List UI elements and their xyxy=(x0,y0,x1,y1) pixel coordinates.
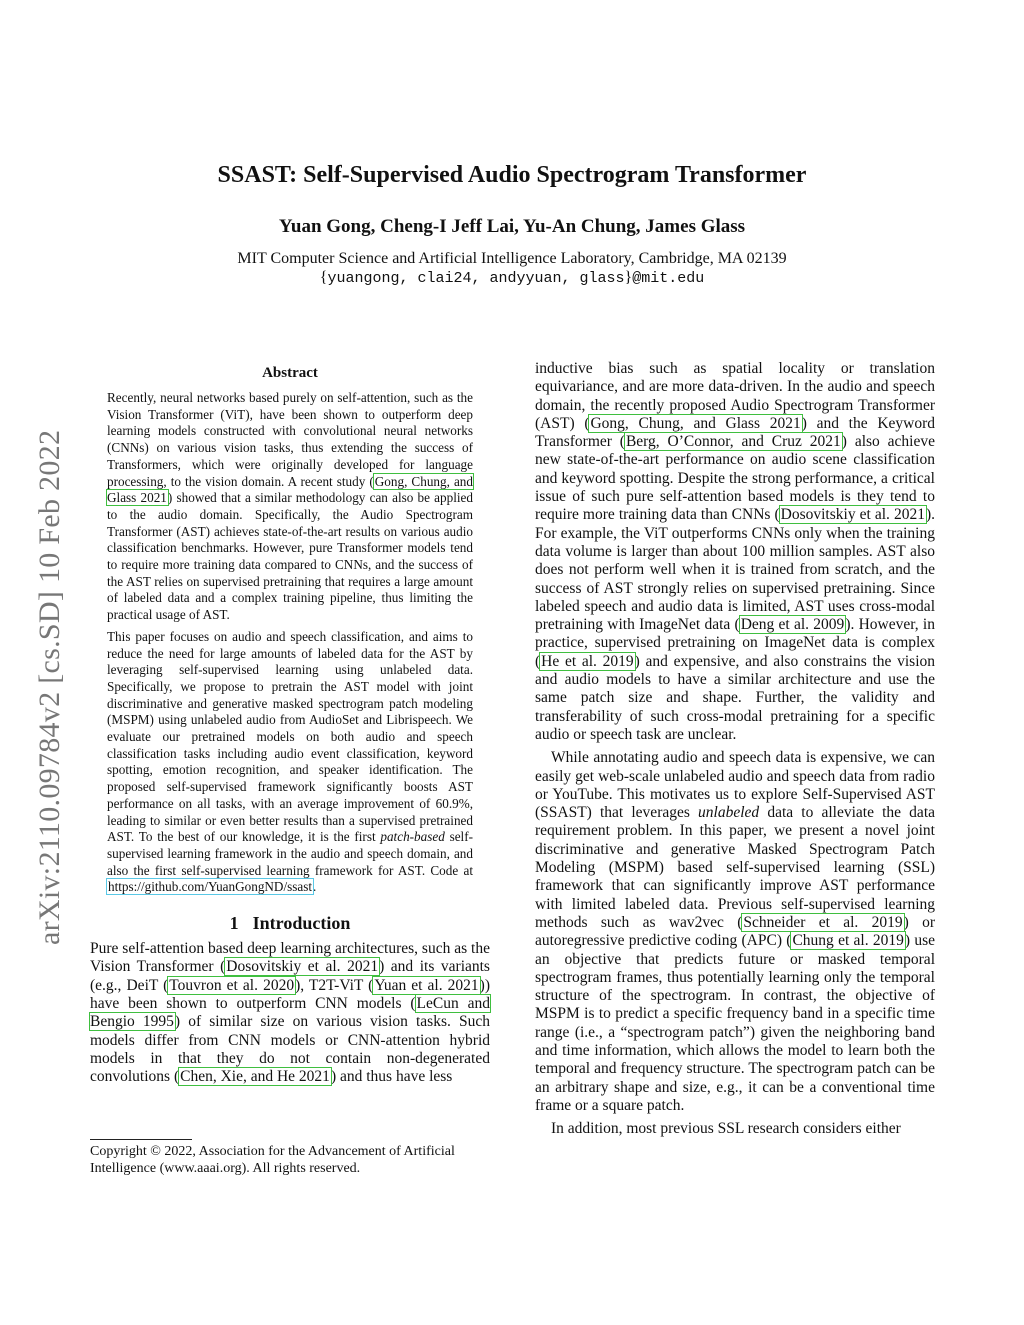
abstract-paragraph-1: Recently, neural networks based purely on self-attention, such as the Vision Transformer (ViT), have been shown to outperform deep learning models constructed with convolutional neural networks (CNNs) on various vision tasks, thus extending the success of Transformers, which were originally developed for language processing, to the vision domain. A recent study (Gong, Chung, and Glass 2021) showed that a similar methodology can also be applied to the audio domain. Specifically, the Audio Spectrogram Transformer (AST) achieves state-of-the-art results on various audio classification benchmarks. However, pure Transformer models tend to require more training data compared to CNNs, and the success of the AST relies on supervised pretraining that requires a large amount of labeled data and a complex training pipeline, thus limiting the practical usage of AST. xyxy=(107,390,473,623)
citation-link[interactable]: Berg, O’Connor, and Cruz 2021 xyxy=(625,433,841,451)
left-column xyxy=(90,360,490,1086)
intro-paragraph-2: While annotating audio and speech data is expensive, we can easily get web-scale unlabeled audio and speech data from radio or YouTube. This motivates us to explore Self-Supervised AST (SSAST) that leverages unlabeled data to alleviate the data requirement problem. In this paper, we present a novel joint discriminative and generative Masked Spectrogram Patch Modeling (MSPM) based self-supervised learning (SSL) framework that can significantly improve AST performance with limited labeled data. Previous self-supervised learning methods such as wav2vec (Schneider et al. 2019) or autoregressive predictive coding (APC) (Chung et al. 2019) use an objective that predicts future or masked temporal spectrogram frames, thus potentially learning only the temporal structure of the spectrogram. In contrast, the objective of MSPM is to predict a specific frequency band in a specific time range (i.e., a “spectrogram patch”) given the neighboring band and time information, which allows the model to learn both the temporal and frequency structure. The spectrogram patch can be an arbitrary shape and size, e.g., it can be a conventional time frame or a square patch. xyxy=(535,749,936,1114)
section-number: 1 xyxy=(229,913,239,934)
intro-paragraph-1: Pure self-attention based deep learning architectures, such as the Vision Transformer (Dosovitskiy et al. 2021) and its variants (e.g., DeiT (Touvron et al. 2020), T2T-ViT (Yuan et al. 2021)) have been shown to outperform CNN models (LeCun and Bengio 1995) of similar size on various vision tasks. Such models differ from CNN models or CNN-attention hybrid models in that they do not contain non-degenerated convolutions (Chen, Xie, and He 2021) and thus have less xyxy=(90,940,490,1086)
citation-link[interactable]: Chen, Xie, and He 2021 xyxy=(180,1068,330,1086)
citation-link[interactable]: He et al. 2019 xyxy=(541,652,634,670)
citation-link[interactable]: Deng et al. 2009 xyxy=(740,616,845,634)
section-heading-introduction xyxy=(90,910,490,936)
intro-paragraph-1-continued: inductive bias such as spatial locality or translation equivariance, and are more data-driven. In the audio and speech domain, the recently proposed Audio Spectrogram Transformer (AST) (Gong, Chung, and Glass 2021) and the Keyword Transformer (Berg, O’Connor, and Cruz 2021) also achieve new state-of-the-art performance on audio scene classification and keyword spotting. Despite the strong performance, a critical issue of such pure self-attention based models is they tend to require more training data than CNNs (Dosovitskiy et al. 2021). For example, the ViT outperforms CNNs only when the training data volume is larger than about 100 million samples. AST also does not perform well when it is trained from scratch, and the success of AST strongly relies on supervised pretraining. Since labeled speech and audio data is limited, AST uses cross-modal pretraining with ImageNet data (Deng et al. 2009). However, in practice, supervised pretraining on ImageNet data is complex (He et al. 2019) and expensive, and also constrains the vision and audio models to have a similar architecture and use the same patch size and shape. Further, the validity and transferability of such cross-modal pretraining for a specific audio or speech task are unclear. xyxy=(535,360,935,743)
author-list: Yuan Gong, Cheng-I Jeff Lai, Yu-An Chung, James Glass xyxy=(278,216,746,237)
paper-title: SSAST: Self-Supervised Audio Spectrogram Transformer xyxy=(217,162,807,188)
citation-link[interactable]: Dosovitskiy et al. 2021 xyxy=(226,958,379,976)
section-title: Introduction xyxy=(252,913,351,934)
author-emails xyxy=(90,268,934,289)
citation-link[interactable]: Gong, Chung, and Glass 2021 xyxy=(107,473,473,506)
citation-link[interactable]: Schneider et al. 2019 xyxy=(743,913,903,931)
arxiv-identifier[interactable]: arXiv:2110.09784v2 [cs.SD] 10 Feb 2022 xyxy=(33,429,66,945)
citation-link[interactable]: Touvron et al. 2020 xyxy=(169,976,295,994)
citation-link[interactable]: Yuan et al. 2021 xyxy=(374,976,479,994)
email-brace-close: } xyxy=(624,269,633,286)
citation-link[interactable]: LeCun and Bengio 1995 xyxy=(90,994,490,1031)
copyright-footnote: Copyright © 2022, Association for the Advancement of Artificial Intelligence (www.aaai.org). All rights reserved. xyxy=(90,1144,455,1176)
email-brace-open: { xyxy=(319,269,328,286)
code-url-link[interactable]: https://github.com/YuanGongND/ssast xyxy=(108,879,313,895)
citation-link[interactable]: Gong, Chung, and Glass 2021 xyxy=(590,414,801,432)
email-usernames: yuangong, clai24, andyyuan, glass xyxy=(327,270,625,287)
footnote-divider xyxy=(90,1139,192,1140)
citation-link[interactable]: Chung et al. 2019 xyxy=(792,932,904,950)
intro-paragraph-3: In addition, most previous SSL research considers either xyxy=(551,1120,901,1138)
citation-link[interactable]: Dosovitskiy et al. 2021 xyxy=(780,506,925,524)
email-domain: @mit.edu xyxy=(632,270,705,287)
right-column xyxy=(535,360,935,1138)
abstract-heading: Abstract xyxy=(262,365,318,381)
abstract-paragraph-2: This paper focuses on audio and speech classification, and aims to reduce the need for large amounts of labeled data for the AST by leveraging self-supervised learning using unlabeled data. Specifically, we propose to pretrain the AST model with joint discriminative and generative masked spectrogram patch modeling (MSPM) using unlabeled audio from AudioSet and Librispeech. We evaluate our pretrained models on both audio and speech classification tasks including audio event classification, keyword spotting, emotion recognition, and speaker identification. The proposed self-supervised framework significantly boosts AST performance on all tasks, with an average improvement of 60.9%, leading to similar or even better results than a supervised pretrained AST. To the best of our knowledge, it is the first patch-based self-supervised learning framework in the audio and speech domain, and also the first self-supervised learning framework for AST. Code at https://github.com/YuanGongND/ssast. xyxy=(107,628,473,895)
affiliation: MIT Computer Science and Artificial Intelligence Laboratory, Cambridge, MA 02139 xyxy=(237,250,787,267)
